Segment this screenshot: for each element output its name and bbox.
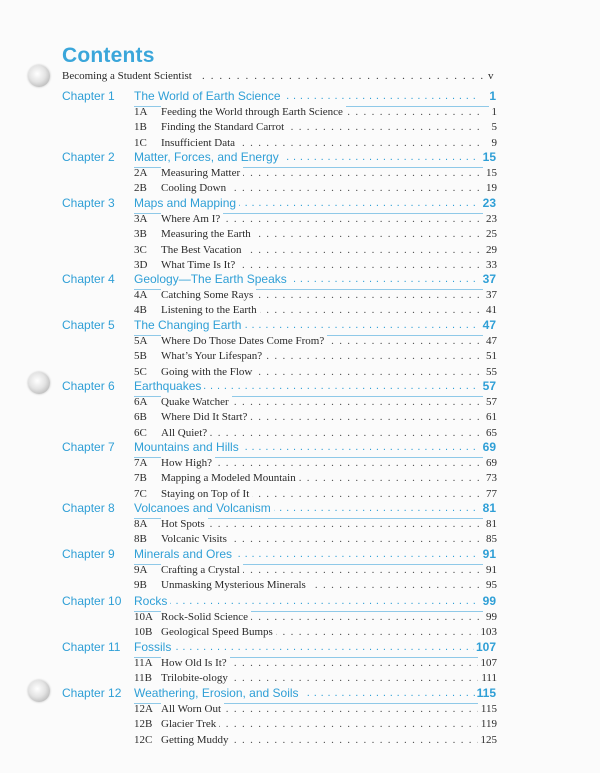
toc-chapter-entry[interactable] bbox=[0, 272, 600, 290]
section-title: Where Am I? bbox=[161, 213, 223, 225]
chapter-label: Chapter 9 bbox=[62, 547, 115, 561]
toc-chapter-entry[interactable] bbox=[0, 89, 600, 107]
section-code: 7B bbox=[134, 472, 147, 485]
section-code: 5B bbox=[134, 350, 147, 363]
chapter-title: Maps and Mapping bbox=[134, 196, 239, 210]
section-code: 9B bbox=[134, 579, 147, 592]
section-code: 8A bbox=[134, 518, 148, 530]
section-title: All Quiet? bbox=[161, 427, 210, 439]
chapter-title: Weathering, Erosion, and Soils bbox=[134, 686, 302, 700]
section-title: Crafting a Crystal bbox=[161, 564, 243, 576]
chapter-label: Chapter 4 bbox=[62, 272, 115, 286]
chapter-title: Minerals and Ores bbox=[134, 547, 235, 561]
section-code: 8B bbox=[134, 533, 147, 546]
chapter-label: Chapter 5 bbox=[62, 318, 115, 332]
toc-chapter-entry[interactable] bbox=[0, 594, 600, 612]
chapter-label: Chapter 7 bbox=[62, 440, 115, 454]
section-code: 4B bbox=[134, 304, 147, 317]
section-page-number: 19 bbox=[483, 182, 497, 194]
section-page-number: 51 bbox=[483, 350, 497, 362]
chapter-title: Earthquakes bbox=[134, 379, 204, 393]
chapter-label: Chapter 11 bbox=[62, 640, 121, 654]
section-title: Insufficient Data bbox=[161, 137, 238, 149]
section-code: 7C bbox=[134, 487, 147, 500]
toc-section-entry[interactable] bbox=[0, 335, 600, 350]
section-code: 7A bbox=[134, 457, 148, 469]
section-page-number: 85 bbox=[483, 533, 497, 545]
chapter-title: Volcanoes and Volcanism bbox=[134, 501, 274, 515]
section-code: 2B bbox=[134, 182, 147, 195]
section-page-number: 91 bbox=[483, 564, 497, 576]
section-page-number: 69 bbox=[483, 457, 497, 469]
page-title: Contents bbox=[62, 44, 155, 67]
section-title: Getting Muddy bbox=[161, 734, 232, 746]
chapter-label: Chapter 8 bbox=[62, 501, 115, 515]
section-code: 1B bbox=[134, 121, 147, 134]
section-title: Going with the Flow bbox=[161, 366, 255, 378]
section-code: 3B bbox=[134, 228, 147, 241]
section-code: 3C bbox=[134, 243, 147, 256]
section-page-number: 77 bbox=[483, 488, 497, 500]
chapter-title: Matter, Forces, and Energy bbox=[134, 150, 282, 164]
section-code: 5A bbox=[134, 335, 148, 347]
section-page-number: 81 bbox=[483, 518, 497, 530]
section-page-number: 115 bbox=[478, 703, 497, 715]
toc-chapter-entry[interactable] bbox=[0, 440, 600, 458]
toc-section-entry[interactable] bbox=[0, 564, 600, 579]
chapter-label: Chapter 1 bbox=[62, 89, 115, 103]
chapter-title: Fossils bbox=[134, 640, 174, 654]
toc-section-entry[interactable] bbox=[0, 518, 600, 533]
section-page-number: 1 bbox=[489, 106, 498, 118]
leader-dots bbox=[161, 518, 482, 530]
chapter-title: The World of Earth Science bbox=[134, 89, 284, 103]
section-title: Mapping a Modeled Mountain bbox=[161, 472, 299, 484]
chapter-label: Chapter 12 bbox=[62, 686, 122, 700]
section-code: 3D bbox=[134, 258, 148, 271]
section-title: Volcanic Visits bbox=[161, 533, 230, 545]
chapter-label: Chapter 3 bbox=[62, 196, 115, 210]
toc-intro-entry[interactable] bbox=[0, 70, 600, 85]
chapter-page-number: 1 bbox=[489, 89, 496, 103]
section-title: Where Do Those Dates Come From? bbox=[161, 335, 327, 347]
section-page-number: 55 bbox=[483, 366, 497, 378]
section-page-number: 99 bbox=[483, 611, 497, 623]
section-title: Listening to the Earth bbox=[161, 304, 260, 316]
toc-section-entry[interactable] bbox=[0, 213, 600, 228]
toc-section-entry[interactable] bbox=[0, 289, 600, 304]
toc-section-entry[interactable] bbox=[0, 121, 600, 136]
section-page-number: 15 bbox=[483, 167, 497, 179]
section-title: The Best Vacation bbox=[161, 244, 244, 256]
section-title: What’s Your Lifespan? bbox=[161, 350, 265, 362]
section-code: 10A bbox=[134, 611, 153, 623]
toc-chapter-entry[interactable] bbox=[0, 686, 600, 704]
section-page-number: 107 bbox=[478, 657, 498, 669]
section-title: Measuring the Earth bbox=[161, 228, 254, 240]
section-code: 6A bbox=[134, 396, 148, 408]
section-page-number: 47 bbox=[483, 335, 497, 347]
toc-section-entry[interactable] bbox=[0, 396, 600, 411]
chapter-label: Chapter 6 bbox=[62, 379, 115, 393]
section-title: What Time Is It? bbox=[161, 259, 238, 271]
chapter-page-number: 47 bbox=[482, 318, 496, 332]
toc-chapter-entry[interactable] bbox=[0, 640, 600, 658]
chapter-title: Rocks bbox=[134, 594, 170, 608]
chapter-title: Geology—The Earth Speaks bbox=[134, 272, 290, 286]
chapter-page-number: 69 bbox=[482, 440, 496, 454]
section-code: 1C bbox=[134, 136, 147, 149]
section-title: Geological Speed Bumps bbox=[161, 626, 276, 638]
section-title: Where Did It Start? bbox=[161, 411, 250, 423]
section-code: 5C bbox=[134, 365, 147, 378]
section-page-number: 65 bbox=[483, 427, 497, 439]
chapter-page-number: 99 bbox=[482, 594, 496, 608]
toc-chapter-entry[interactable] bbox=[0, 196, 600, 214]
chapter-page-number: 115 bbox=[476, 686, 496, 700]
section-title: Trilobite-ology bbox=[161, 672, 231, 684]
section-page-number: 111 bbox=[478, 672, 497, 684]
chapter-page-number: 91 bbox=[482, 547, 496, 561]
toc-section-entry[interactable] bbox=[0, 579, 600, 594]
section-title: Staying on Top of It bbox=[161, 488, 252, 500]
section-title: Finding the Standard Carrot bbox=[161, 121, 287, 133]
toc-section-entry[interactable] bbox=[0, 350, 600, 365]
toc-section-entry[interactable] bbox=[0, 734, 600, 749]
section-page-number: 29 bbox=[483, 244, 497, 256]
section-code: 12B bbox=[134, 718, 153, 731]
chapter-page-number: 107 bbox=[475, 640, 496, 654]
section-title: How Old Is It? bbox=[161, 657, 230, 669]
section-page-number: 33 bbox=[483, 259, 497, 271]
section-code: 12A bbox=[134, 703, 153, 715]
toc-section-entry[interactable] bbox=[0, 703, 600, 718]
section-code: 12C bbox=[134, 733, 153, 746]
toc-section-entry[interactable] bbox=[0, 228, 600, 243]
section-page-number: 5 bbox=[489, 121, 498, 133]
section-code: 9A bbox=[134, 564, 148, 576]
toc-chapter-entry[interactable] bbox=[0, 150, 600, 168]
section-code: 6C bbox=[134, 426, 147, 439]
section-page-number: 95 bbox=[483, 579, 497, 591]
section-title: Cooling Down bbox=[161, 182, 229, 194]
section-page-number: 37 bbox=[483, 289, 497, 301]
section-code: 1A bbox=[134, 106, 148, 118]
section-page-number: 25 bbox=[483, 228, 497, 240]
chapter-title: The Changing Earth bbox=[134, 318, 244, 332]
section-page-number: 41 bbox=[483, 304, 497, 316]
toc-section-entry[interactable] bbox=[0, 457, 600, 472]
chapter-page-number: 57 bbox=[482, 379, 496, 393]
section-title: Measuring Matter bbox=[161, 167, 243, 179]
chapter-page-number: 81 bbox=[482, 501, 496, 515]
intro-page-number: v bbox=[488, 70, 494, 82]
section-page-number: 119 bbox=[478, 718, 497, 730]
toc-section-entry[interactable] bbox=[0, 244, 600, 259]
section-title: Glacier Trek bbox=[161, 718, 219, 730]
toc-section-entry[interactable] bbox=[0, 411, 600, 426]
toc-section-entry[interactable] bbox=[0, 106, 600, 121]
section-code: 4A bbox=[134, 289, 148, 301]
section-title: Catching Some Rays bbox=[161, 289, 256, 301]
section-code: 2A bbox=[134, 167, 148, 179]
toc-chapter-entry[interactable] bbox=[0, 501, 600, 519]
section-page-number: 125 bbox=[478, 734, 498, 746]
intro-title: Becoming a Student Scientist bbox=[62, 70, 192, 82]
toc-section-entry[interactable] bbox=[0, 611, 600, 626]
toc-chapter-entry[interactable] bbox=[0, 318, 600, 336]
section-title: How High? bbox=[161, 457, 215, 469]
toc-section-entry[interactable] bbox=[0, 472, 600, 487]
section-code: 11B bbox=[134, 672, 152, 685]
toc-section-entry[interactable] bbox=[0, 167, 600, 182]
leader-dots bbox=[134, 641, 480, 654]
section-page-number: 23 bbox=[483, 213, 497, 225]
toc-chapter-entry[interactable] bbox=[0, 379, 600, 397]
section-page-number: 61 bbox=[483, 411, 497, 423]
section-code: 10B bbox=[134, 626, 153, 639]
chapter-page-number: 37 bbox=[482, 272, 496, 286]
section-title: Quake Watcher bbox=[161, 396, 232, 408]
section-page-number: 73 bbox=[483, 472, 497, 484]
chapter-label: Chapter 2 bbox=[62, 150, 115, 164]
section-title: Feeding the World through Earth Science bbox=[161, 106, 346, 118]
section-title: Rock-Solid Science bbox=[161, 611, 251, 623]
section-code: 6B bbox=[134, 411, 147, 424]
leader-dots bbox=[202, 70, 484, 82]
toc-section-entry[interactable] bbox=[0, 657, 600, 672]
chapter-label: Chapter 10 bbox=[62, 594, 122, 608]
toc-chapter-entry[interactable] bbox=[0, 547, 600, 565]
section-page-number: 103 bbox=[478, 626, 498, 638]
leader-dots bbox=[134, 595, 480, 608]
section-title: All Worn Out bbox=[161, 703, 224, 715]
chapter-page-number: 23 bbox=[482, 196, 496, 210]
section-title: Hot Spots bbox=[161, 518, 208, 530]
section-title: Unmasking Mysterious Minerals bbox=[161, 579, 309, 591]
section-page-number: 57 bbox=[483, 396, 497, 408]
section-code: 11A bbox=[134, 657, 153, 669]
section-code: 3A bbox=[134, 213, 148, 225]
chapter-page-number: 15 bbox=[482, 150, 496, 164]
chapter-title: Mountains and Hills bbox=[134, 440, 242, 454]
section-page-number: 9 bbox=[489, 137, 498, 149]
toc-section-entry[interactable] bbox=[0, 718, 600, 733]
